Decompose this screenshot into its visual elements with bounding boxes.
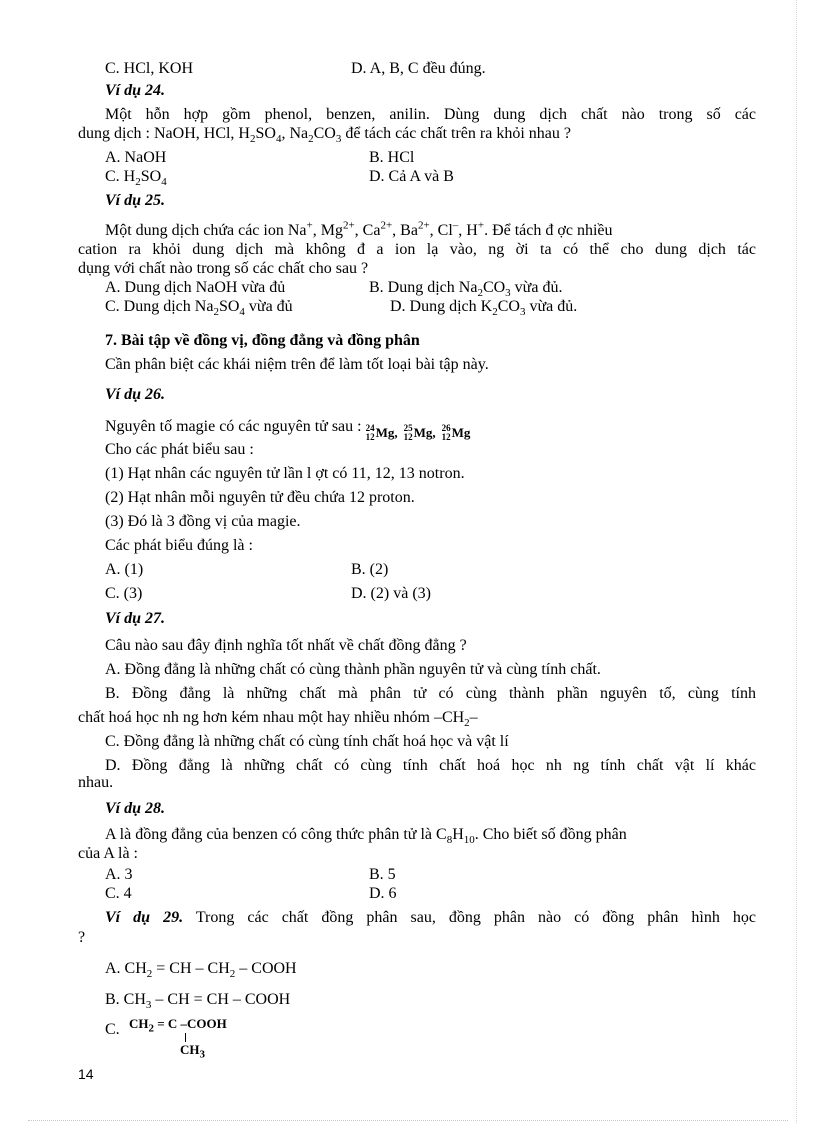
ex25-option-d: D. Dung dịch $K_2CO_3$ vừa đủ. xyxy=(390,298,578,319)
ex27-option-b-line1: B. Đồng đẳng là những chất mà phân tử có cùng thành phần nguyên tố, cùng tính xyxy=(105,685,756,702)
ex24-option-b: B. HCl xyxy=(369,149,415,166)
ex27-option-d-line2: nhau. xyxy=(78,774,114,791)
ex29-branch-bond xyxy=(185,1033,186,1042)
ex23-option-c: C. HCl, KOH xyxy=(105,60,194,77)
ex26-question: Nguyên tố magie có các nguyên tử sau : 24 12 Mg, 25 12 Mg, 26 12 Mg xyxy=(105,418,471,442)
isotope-mg-24: 24 12 Mg, xyxy=(365,423,398,442)
ex28-question-line1: A là đồng đẳng của benzen có công thức phân tử là $C_8H_{10}$. Cho biết số đồng phân xyxy=(105,826,627,847)
ex24-option-c: C. $H_2SO_4$ xyxy=(105,168,167,189)
isotope-mg-25: 25 12 Mg, xyxy=(403,423,436,442)
ex25-heading: Ví dụ 25. xyxy=(105,192,166,209)
ex25-option-c: C. Dung dịch $Na_2SO_4$ vừa đủ xyxy=(105,298,293,319)
ex28-heading: Ví dụ 28. xyxy=(105,800,166,817)
ex28-option-d: D. 6 xyxy=(369,885,397,902)
ex26-given: Cho các phát biểu sau : xyxy=(105,441,254,458)
ex25-option-b: B. Dung dịch $Na_2CO_3$ vừa đủ. xyxy=(369,279,563,300)
section-7-intro: Cần phân biệt các khái niệm trên để làm tốt loại bài tập này. xyxy=(105,356,489,373)
page-number: 14 xyxy=(78,1066,94,1082)
ex29-option-c-label: C. xyxy=(105,1021,120,1038)
ex24-question-line2: dung dịch : NaOH, HCl, $H_2SO_4$, $Na_2CO_3$ để tách các chất trên ra khỏi nhau ? xyxy=(78,125,571,146)
ex27-option-d-line1: D. Đồng đẳng là những chất có cùng tính chất hoá học nh ng tính chất vật lí khác xyxy=(105,757,756,774)
ex23-option-d: D. A, B, C đều đúng. xyxy=(351,60,486,77)
ex28-option-b: B. 5 xyxy=(369,866,396,883)
ex29-question-line2: ? xyxy=(78,929,86,946)
ex26-option-d: D. (2) và (3) xyxy=(351,585,431,602)
ex28-option-c: C. 4 xyxy=(105,885,132,902)
ex29-option-b: B. $CH_3$ – CH = CH – COOH xyxy=(105,991,291,1012)
ex24-question-line1: Một hỗn hợp gồm phenol, benzen, anilin. Dùng dung dịch chất nào trong số các xyxy=(105,106,756,123)
ex26-statement-1: (1) Hạt nhân các nguyên tử lần l ợt có 11, 12, 13 notron. xyxy=(105,465,465,482)
ex25-question-line1: Một dung dịch chứa các ion Na+, $Mg^{2+}$, $Ca^{2+}$, $Ba^{2+}$, Cl–, H+. Để tách đ ợc nhiều xyxy=(105,219,613,239)
ex27-heading: Ví dụ 27. xyxy=(105,610,166,627)
ex29-question-line1: Ví dụ 29. Trong các chất đồng phân sau, đồng phân nào có đồng phân hình học xyxy=(105,909,757,926)
ex28-question-line2: của A là : xyxy=(78,845,138,862)
footer-divider xyxy=(28,1120,788,1121)
ex25-question-line3: dụng với chất nào trong số các chất cho sau ? xyxy=(78,260,369,277)
ex27-question: Câu nào sau đây định nghĩa tốt nhất về chất đồng đẳng ? xyxy=(105,637,467,654)
ex24-option-a: A. NaOH xyxy=(105,149,167,166)
ex26-option-b: B. (2) xyxy=(351,561,389,578)
ex26-ask: Các phát biểu đúng là : xyxy=(105,537,253,554)
ex26-heading: Ví dụ 26. xyxy=(105,386,166,403)
section-7-title: 7. Bài tập về đồng vị, đồng đẳng và đồng phân xyxy=(105,332,420,349)
ex29-heading: Ví dụ 29. xyxy=(105,909,184,926)
ex27-option-c: C. Đồng đẳng là những chất có cùng tính chất hoá học và vật lí xyxy=(105,733,509,750)
ex26-option-a: A. (1) xyxy=(105,561,144,578)
ex29-option-c-formula: $CH_2 = C$ –COOH xyxy=(129,1016,227,1035)
ex27-option-a: A. Đồng đẳng là những chất có cùng thành phần nguyên tử và cùng tính chất. xyxy=(105,661,601,678)
ex26-option-c: C. (3) xyxy=(105,585,143,602)
ex26-statement-3: (3) Đó là 3 đồng vị của magie. xyxy=(105,513,301,530)
ex28-option-a: A. 3 xyxy=(105,866,133,883)
ex26-statement-2: (2) Hạt nhân mỗi nguyên tử đều chứa 12 proton. xyxy=(105,489,415,506)
ex29-option-c-branch: $CH_3$ xyxy=(180,1042,205,1061)
ex25-question-line2: cation ra khỏi dung dịch mà không đ a ion lạ vào, ng ời ta có thể cho dung dịch tác xyxy=(78,241,756,258)
ex27-option-b-line2: chất hoá học nh ng hơn kém nhau một hay nhiều nhóm $-CH_2-$ xyxy=(78,709,478,730)
ex25-option-a: A. Dung dịch NaOH vừa đủ xyxy=(105,279,286,296)
right-margin-guide xyxy=(796,0,797,1123)
ex29-option-a: A. $CH_2$ = CH – $CH_2$ – COOH xyxy=(105,960,297,981)
isotope-mg-26: 26 12 Mg xyxy=(441,423,471,442)
ex24-heading: Ví dụ 24. xyxy=(105,82,166,99)
ex24-option-d: D. Cả A và B xyxy=(369,168,454,185)
